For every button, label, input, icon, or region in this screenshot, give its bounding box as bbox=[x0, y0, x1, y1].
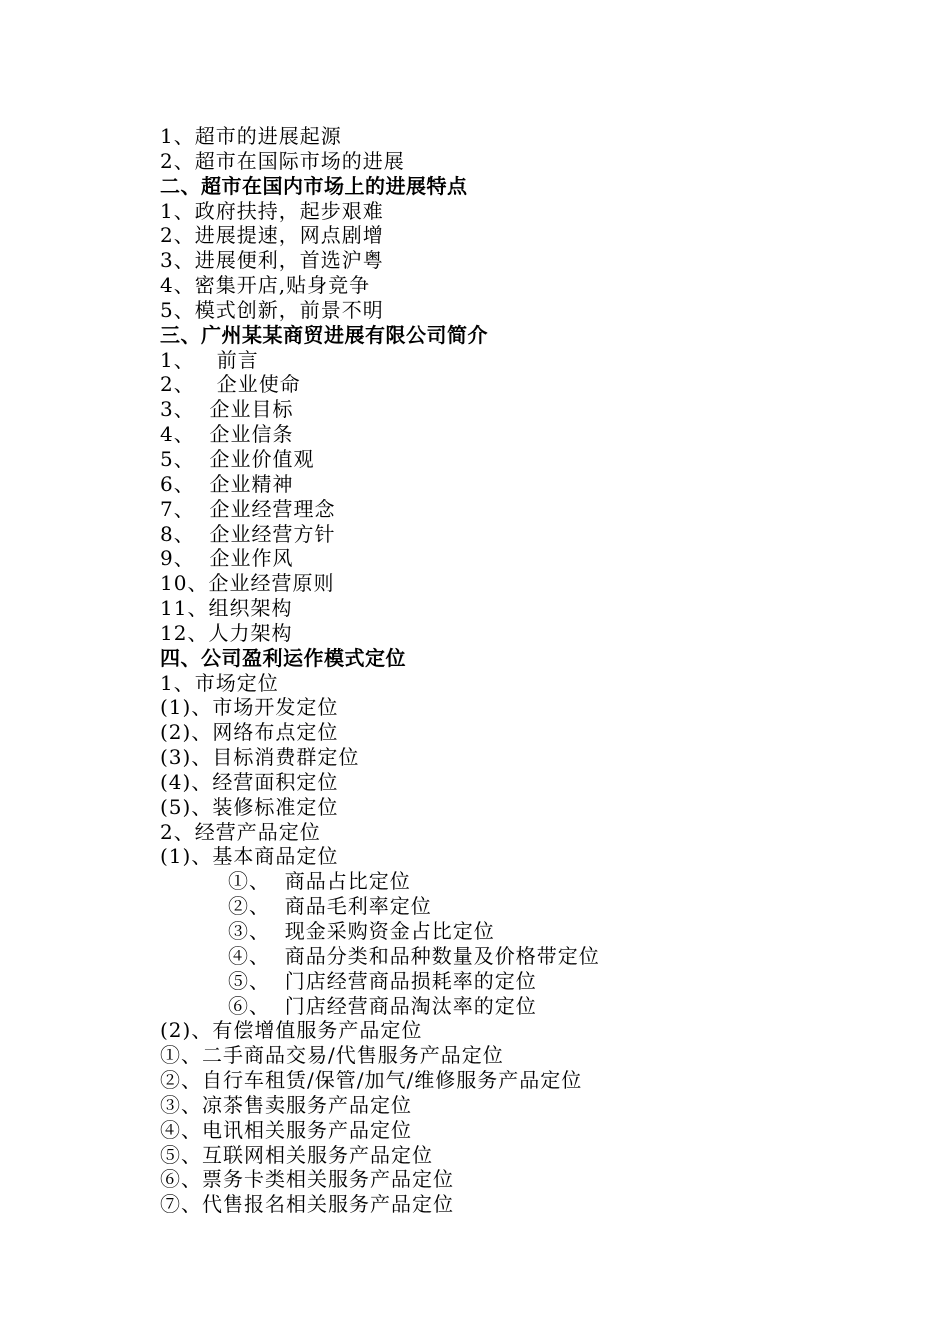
outline-item: 11、组织架构 bbox=[160, 596, 293, 621]
outline-item: 8、 企业经营方针 bbox=[160, 521, 336, 546]
outline-item: ②、自行车租赁/保管/加气/维修服务产品定位 bbox=[160, 1068, 583, 1093]
outline-item: (1)、市场开发定位 bbox=[160, 695, 339, 720]
outline-item: (2)、有偿增值服务产品定位 bbox=[160, 1018, 423, 1043]
outline-item: 4、密集开店,贴身竞争 bbox=[160, 273, 371, 298]
outline-item: 2、经营产品定位 bbox=[160, 819, 321, 844]
outline-list bbox=[160, 124, 860, 1217]
outline-item: ⑥、票务卡类相关服务产品定位 bbox=[160, 1167, 454, 1192]
outline-item: 4、 企业信条 bbox=[160, 422, 294, 447]
outline-item: 9、 企业作风 bbox=[160, 546, 294, 571]
outline-item: (4)、经营面积定位 bbox=[160, 769, 339, 794]
outline-item: ⑤、互联网相关服务产品定位 bbox=[160, 1142, 433, 1167]
outline-subitem: ③、 现金采购资金占比定位 bbox=[228, 919, 495, 943]
outline-item: 12、人力架构 bbox=[160, 620, 293, 645]
section-heading: 二、超市在国内市场上的进展特点 bbox=[160, 173, 468, 198]
outline-item: 3、 企业目标 bbox=[160, 397, 294, 422]
outline-item: (3)、目标消费群定位 bbox=[160, 745, 360, 770]
outline-item: 2、 企业使命 bbox=[160, 372, 301, 397]
outline-item: 1、市场定位 bbox=[160, 670, 279, 695]
outline-item: (5)、装修标准定位 bbox=[160, 794, 339, 819]
outline-item: 5、模式创新，前景不明 bbox=[160, 297, 384, 322]
outline-item: 3、进展便利，首选沪粤 bbox=[160, 248, 384, 273]
outline-item: 1、政府扶持，起步艰难 bbox=[160, 198, 384, 223]
outline-item: 10、企业经营原则 bbox=[160, 571, 335, 596]
outline-subitem: ②、 商品毛利率定位 bbox=[228, 894, 432, 919]
outline-item: 2、进展提速，网点剧增 bbox=[160, 223, 384, 248]
outline-item: ④、电讯相关服务产品定位 bbox=[160, 1117, 412, 1142]
outline-item: ①、二手商品交易/代售服务产品定位 bbox=[160, 1043, 504, 1068]
outline-item: (1)、基本商品定位 bbox=[160, 844, 339, 869]
outline-item: 7、 企业经营理念 bbox=[160, 496, 336, 521]
outline-item: (2)、网络布点定位 bbox=[160, 720, 339, 745]
section-heading: 四、公司盈利运作模式定位 bbox=[160, 645, 406, 670]
outline-subitem: ①、 商品占比定位 bbox=[228, 869, 411, 894]
outline-item: 2、超市在国际市场的进展 bbox=[160, 148, 405, 173]
outline-subitem: ⑤、 门店经营商品损耗率的定位 bbox=[228, 968, 537, 993]
outline-item: 5、 企业价值观 bbox=[160, 446, 315, 471]
section-heading: 三、广州某某商贸进展有限公司简介 bbox=[160, 322, 488, 347]
outline-subitem: ⑥、 门店经营商品淘汰率的定位 bbox=[228, 993, 537, 1018]
outline-subitem: ④、 商品分类和品种数量及价格带定位 bbox=[228, 943, 600, 968]
outline-item: 1、 前言 bbox=[160, 347, 259, 372]
outline-item: 1、超市的进展起源 bbox=[160, 124, 342, 148]
outline-item: ⑦、代售报名相关服务产品定位 bbox=[160, 1192, 454, 1217]
outline-item: 6、 企业精神 bbox=[160, 471, 294, 496]
outline-item: ③、凉茶售卖服务产品定位 bbox=[160, 1092, 412, 1117]
